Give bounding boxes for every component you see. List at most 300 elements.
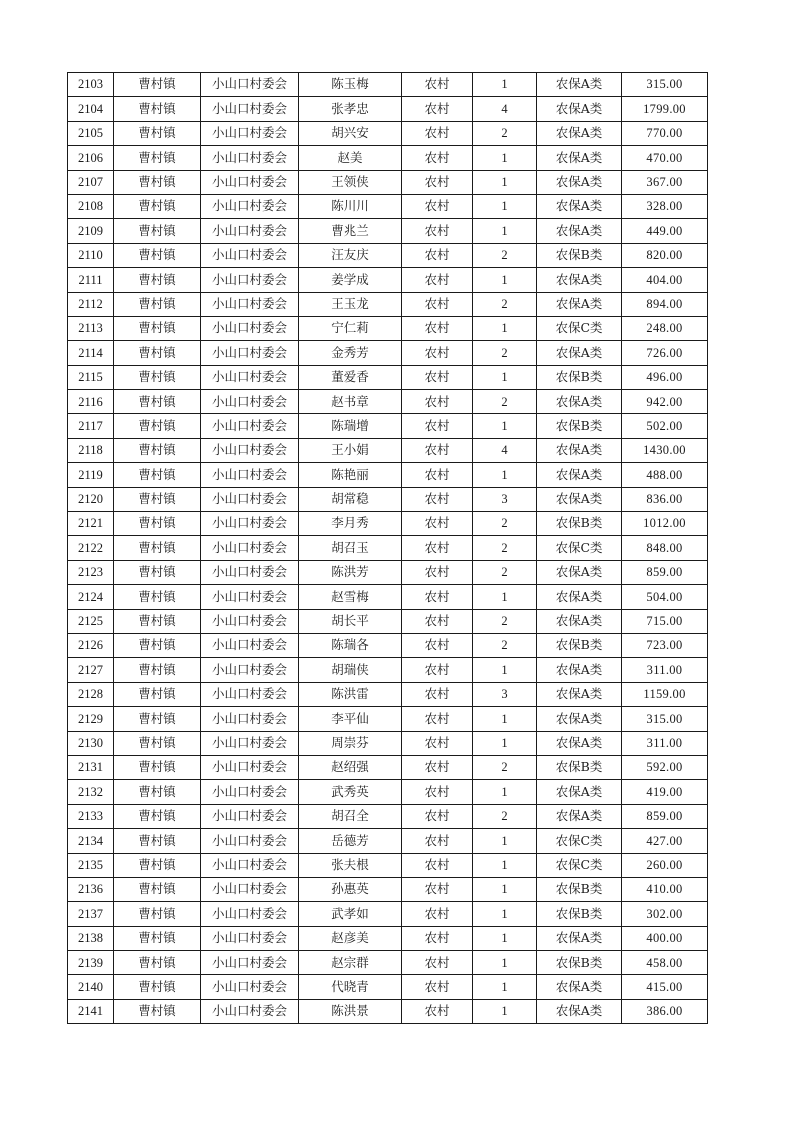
- amount-cell: 488.00: [622, 463, 708, 487]
- town-cell: 曹村镇: [114, 731, 201, 755]
- household-type-cell: 农村: [402, 999, 473, 1023]
- name-cell: 赵绍强: [299, 755, 402, 779]
- name-cell: 赵雪梅: [299, 585, 402, 609]
- member-count-cell: 1: [473, 268, 537, 292]
- table-row: [68, 926, 708, 950]
- village-committee-cell: 小山口村委会: [201, 243, 299, 267]
- household-type-cell: 农村: [402, 243, 473, 267]
- row-number-cell: 2129: [68, 707, 114, 731]
- village-committee-cell: 小山口村委会: [201, 414, 299, 438]
- amount-cell: 592.00: [622, 755, 708, 779]
- member-count-cell: 2: [473, 390, 537, 414]
- member-count-cell: 1: [473, 853, 537, 877]
- insurance-category-cell: 农保A类: [537, 194, 622, 218]
- name-cell: 胡召全: [299, 804, 402, 828]
- town-cell: 曹村镇: [114, 292, 201, 316]
- town-cell: 曹村镇: [114, 170, 201, 194]
- name-cell: 王玉龙: [299, 292, 402, 316]
- member-count-cell: 4: [473, 97, 537, 121]
- row-number-cell: 2128: [68, 682, 114, 706]
- village-committee-cell: 小山口村委会: [201, 658, 299, 682]
- amount-cell: 248.00: [622, 316, 708, 340]
- name-cell: 陈洪雷: [299, 682, 402, 706]
- row-number-cell: 2117: [68, 414, 114, 438]
- town-cell: 曹村镇: [114, 853, 201, 877]
- amount-cell: 302.00: [622, 902, 708, 926]
- name-cell: 汪友庆: [299, 243, 402, 267]
- household-type-cell: 农村: [402, 707, 473, 731]
- village-committee-cell: 小山口村委会: [201, 170, 299, 194]
- village-committee-cell: 小山口村委会: [201, 926, 299, 950]
- household-type-cell: 农村: [402, 194, 473, 218]
- table-row: [68, 97, 708, 121]
- member-count-cell: 1: [473, 877, 537, 901]
- town-cell: 曹村镇: [114, 390, 201, 414]
- town-cell: 曹村镇: [114, 316, 201, 340]
- name-cell: 董爱香: [299, 365, 402, 389]
- village-committee-cell: 小山口村委会: [201, 804, 299, 828]
- household-type-cell: 农村: [402, 146, 473, 170]
- village-committee-cell: 小山口村委会: [201, 194, 299, 218]
- amount-cell: 894.00: [622, 292, 708, 316]
- village-committee-cell: 小山口村委会: [201, 780, 299, 804]
- table-row: [68, 487, 708, 511]
- household-type-cell: 农村: [402, 390, 473, 414]
- member-count-cell: 2: [473, 243, 537, 267]
- household-type-cell: 农村: [402, 804, 473, 828]
- table-row: [68, 633, 708, 657]
- amount-cell: 726.00: [622, 341, 708, 365]
- household-type-cell: 农村: [402, 877, 473, 901]
- row-number-cell: 2136: [68, 877, 114, 901]
- village-committee-cell: 小山口村委会: [201, 560, 299, 584]
- name-cell: 李平仙: [299, 707, 402, 731]
- name-cell: 王领侠: [299, 170, 402, 194]
- member-count-cell: 2: [473, 755, 537, 779]
- insurance-category-cell: 农保A类: [537, 780, 622, 804]
- table-row: [68, 999, 708, 1023]
- household-type-cell: 农村: [402, 731, 473, 755]
- village-committee-cell: 小山口村委会: [201, 292, 299, 316]
- name-cell: 李月秀: [299, 512, 402, 536]
- name-cell: 胡瑞侠: [299, 658, 402, 682]
- name-cell: 周崇芬: [299, 731, 402, 755]
- household-type-cell: 农村: [402, 512, 473, 536]
- village-committee-cell: 小山口村委会: [201, 755, 299, 779]
- table-row: [68, 219, 708, 243]
- amount-cell: 1430.00: [622, 438, 708, 462]
- name-cell: 宁仁莉: [299, 316, 402, 340]
- row-number-cell: 2104: [68, 97, 114, 121]
- village-committee-cell: 小山口村委会: [201, 463, 299, 487]
- data-table: [67, 72, 708, 1024]
- member-count-cell: 4: [473, 438, 537, 462]
- member-count-cell: 2: [473, 292, 537, 316]
- household-type-cell: 农村: [402, 487, 473, 511]
- insurance-category-cell: 农保A类: [537, 658, 622, 682]
- village-committee-cell: 小山口村委会: [201, 73, 299, 97]
- insurance-category-cell: 农保B类: [537, 902, 622, 926]
- table-row: [68, 390, 708, 414]
- insurance-category-cell: 农保A类: [537, 585, 622, 609]
- household-type-cell: 农村: [402, 536, 473, 560]
- village-committee-cell: 小山口村委会: [201, 585, 299, 609]
- village-committee-cell: 小山口村委会: [201, 609, 299, 633]
- amount-cell: 419.00: [622, 780, 708, 804]
- row-number-cell: 2122: [68, 536, 114, 560]
- member-count-cell: 1: [473, 658, 537, 682]
- insurance-category-cell: 农保A类: [537, 707, 622, 731]
- row-number-cell: 2127: [68, 658, 114, 682]
- row-number-cell: 2138: [68, 926, 114, 950]
- insurance-category-cell: 农保A类: [537, 73, 622, 97]
- amount-cell: 311.00: [622, 731, 708, 755]
- amount-cell: 942.00: [622, 390, 708, 414]
- name-cell: 武孝如: [299, 902, 402, 926]
- amount-cell: 1159.00: [622, 682, 708, 706]
- row-number-cell: 2114: [68, 341, 114, 365]
- row-number-cell: 2132: [68, 780, 114, 804]
- town-cell: 曹村镇: [114, 877, 201, 901]
- row-number-cell: 2115: [68, 365, 114, 389]
- village-committee-cell: 小山口村委会: [201, 365, 299, 389]
- insurance-category-cell: 农保A类: [537, 292, 622, 316]
- household-type-cell: 农村: [402, 316, 473, 340]
- town-cell: 曹村镇: [114, 951, 201, 975]
- table-row: [68, 585, 708, 609]
- village-committee-cell: 小山口村委会: [201, 682, 299, 706]
- name-cell: 张孝忠: [299, 97, 402, 121]
- table-row: [68, 341, 708, 365]
- row-number-cell: 2124: [68, 585, 114, 609]
- member-count-cell: 1: [473, 999, 537, 1023]
- name-cell: 曹兆兰: [299, 219, 402, 243]
- town-cell: 曹村镇: [114, 633, 201, 657]
- village-committee-cell: 小山口村委会: [201, 97, 299, 121]
- table-row: [68, 975, 708, 999]
- row-number-cell: 2135: [68, 853, 114, 877]
- amount-cell: 502.00: [622, 414, 708, 438]
- household-type-cell: 农村: [402, 829, 473, 853]
- insurance-category-cell: 农保A类: [537, 487, 622, 511]
- household-type-cell: 农村: [402, 365, 473, 389]
- row-number-cell: 2137: [68, 902, 114, 926]
- insurance-category-cell: 农保C类: [537, 536, 622, 560]
- insurance-category-cell: 农保A类: [537, 926, 622, 950]
- member-count-cell: 3: [473, 487, 537, 511]
- amount-cell: 859.00: [622, 804, 708, 828]
- table-row: [68, 438, 708, 462]
- household-type-cell: 农村: [402, 658, 473, 682]
- village-committee-cell: 小山口村委会: [201, 853, 299, 877]
- member-count-cell: 2: [473, 804, 537, 828]
- household-type-cell: 农村: [402, 853, 473, 877]
- village-committee-cell: 小山口村委会: [201, 902, 299, 926]
- name-cell: 胡兴安: [299, 121, 402, 145]
- household-type-cell: 农村: [402, 780, 473, 804]
- table-row: [68, 682, 708, 706]
- town-cell: 曹村镇: [114, 97, 201, 121]
- amount-cell: 504.00: [622, 585, 708, 609]
- name-cell: 陈艳丽: [299, 463, 402, 487]
- village-committee-cell: 小山口村委会: [201, 487, 299, 511]
- name-cell: 胡常稳: [299, 487, 402, 511]
- row-number-cell: 2105: [68, 121, 114, 145]
- insurance-category-cell: 农保A类: [537, 682, 622, 706]
- town-cell: 曹村镇: [114, 707, 201, 731]
- member-count-cell: 1: [473, 73, 537, 97]
- amount-cell: 415.00: [622, 975, 708, 999]
- amount-cell: 836.00: [622, 487, 708, 511]
- household-type-cell: 农村: [402, 292, 473, 316]
- village-committee-cell: 小山口村委会: [201, 341, 299, 365]
- household-type-cell: 农村: [402, 341, 473, 365]
- member-count-cell: 1: [473, 731, 537, 755]
- name-cell: 孙惠英: [299, 877, 402, 901]
- row-number-cell: 2141: [68, 999, 114, 1023]
- town-cell: 曹村镇: [114, 512, 201, 536]
- member-count-cell: 1: [473, 463, 537, 487]
- row-number-cell: 2103: [68, 73, 114, 97]
- town-cell: 曹村镇: [114, 682, 201, 706]
- amount-cell: 260.00: [622, 853, 708, 877]
- row-number-cell: 2118: [68, 438, 114, 462]
- insurance-category-cell: 农保A类: [537, 975, 622, 999]
- member-count-cell: 1: [473, 365, 537, 389]
- household-type-cell: 农村: [402, 97, 473, 121]
- insurance-category-cell: 农保A类: [537, 463, 622, 487]
- village-committee-cell: 小山口村委会: [201, 438, 299, 462]
- village-committee-cell: 小山口村委会: [201, 999, 299, 1023]
- member-count-cell: 1: [473, 414, 537, 438]
- table-row: [68, 73, 708, 97]
- insurance-category-cell: 农保A类: [537, 731, 622, 755]
- amount-cell: 723.00: [622, 633, 708, 657]
- household-type-cell: 农村: [402, 682, 473, 706]
- household-type-cell: 农村: [402, 73, 473, 97]
- row-number-cell: 2116: [68, 390, 114, 414]
- row-number-cell: 2140: [68, 975, 114, 999]
- name-cell: 赵美: [299, 146, 402, 170]
- name-cell: 陈洪景: [299, 999, 402, 1023]
- town-cell: 曹村镇: [114, 219, 201, 243]
- insurance-category-cell: 农保B类: [537, 633, 622, 657]
- town-cell: 曹村镇: [114, 365, 201, 389]
- row-number-cell: 2125: [68, 609, 114, 633]
- town-cell: 曹村镇: [114, 755, 201, 779]
- member-count-cell: 2: [473, 609, 537, 633]
- name-cell: 姜学成: [299, 268, 402, 292]
- row-number-cell: 2121: [68, 512, 114, 536]
- member-count-cell: 2: [473, 121, 537, 145]
- amount-cell: 315.00: [622, 707, 708, 731]
- town-cell: 曹村镇: [114, 146, 201, 170]
- town-cell: 曹村镇: [114, 975, 201, 999]
- name-cell: 陈川川: [299, 194, 402, 218]
- insurance-category-cell: 农保B类: [537, 877, 622, 901]
- insurance-category-cell: 农保B类: [537, 951, 622, 975]
- town-cell: 曹村镇: [114, 902, 201, 926]
- table-body: [68, 73, 708, 1024]
- insurance-category-cell: 农保C类: [537, 829, 622, 853]
- household-type-cell: 农村: [402, 609, 473, 633]
- member-count-cell: 1: [473, 219, 537, 243]
- town-cell: 曹村镇: [114, 585, 201, 609]
- name-cell: 张夫根: [299, 853, 402, 877]
- amount-cell: 449.00: [622, 219, 708, 243]
- table-row: [68, 853, 708, 877]
- insurance-category-cell: 农保A类: [537, 341, 622, 365]
- amount-cell: 410.00: [622, 877, 708, 901]
- name-cell: 岳德芳: [299, 829, 402, 853]
- member-count-cell: 1: [473, 316, 537, 340]
- town-cell: 曹村镇: [114, 536, 201, 560]
- table-row: [68, 658, 708, 682]
- table-row: [68, 463, 708, 487]
- member-count-cell: 2: [473, 536, 537, 560]
- table-row: [68, 194, 708, 218]
- village-committee-cell: 小山口村委会: [201, 390, 299, 414]
- household-type-cell: 农村: [402, 268, 473, 292]
- row-number-cell: 2109: [68, 219, 114, 243]
- village-committee-cell: 小山口村委会: [201, 633, 299, 657]
- name-cell: 陈玉梅: [299, 73, 402, 97]
- amount-cell: 427.00: [622, 829, 708, 853]
- village-committee-cell: 小山口村委会: [201, 975, 299, 999]
- insurance-category-cell: 农保B类: [537, 755, 622, 779]
- member-count-cell: 1: [473, 902, 537, 926]
- row-number-cell: 2126: [68, 633, 114, 657]
- row-number-cell: 2139: [68, 951, 114, 975]
- member-count-cell: 1: [473, 707, 537, 731]
- table-row: [68, 609, 708, 633]
- member-count-cell: 2: [473, 512, 537, 536]
- village-committee-cell: 小山口村委会: [201, 829, 299, 853]
- household-type-cell: 农村: [402, 560, 473, 584]
- household-type-cell: 农村: [402, 926, 473, 950]
- household-type-cell: 农村: [402, 951, 473, 975]
- amount-cell: 470.00: [622, 146, 708, 170]
- town-cell: 曹村镇: [114, 268, 201, 292]
- member-count-cell: 1: [473, 975, 537, 999]
- amount-cell: 770.00: [622, 121, 708, 145]
- insurance-category-cell: 农保A类: [537, 268, 622, 292]
- table-row: [68, 804, 708, 828]
- town-cell: 曹村镇: [114, 73, 201, 97]
- table-row: [68, 146, 708, 170]
- member-count-cell: 1: [473, 780, 537, 804]
- name-cell: 王小娟: [299, 438, 402, 462]
- row-number-cell: 2113: [68, 316, 114, 340]
- village-committee-cell: 小山口村委会: [201, 877, 299, 901]
- table-row: [68, 536, 708, 560]
- insurance-category-cell: 农保B类: [537, 365, 622, 389]
- name-cell: 胡长平: [299, 609, 402, 633]
- insurance-category-cell: 农保A类: [537, 97, 622, 121]
- row-number-cell: 2123: [68, 560, 114, 584]
- name-cell: 陈瑞增: [299, 414, 402, 438]
- row-number-cell: 2111: [68, 268, 114, 292]
- amount-cell: 1799.00: [622, 97, 708, 121]
- table-row: [68, 707, 708, 731]
- table-row: [68, 121, 708, 145]
- name-cell: 赵彦美: [299, 926, 402, 950]
- town-cell: 曹村镇: [114, 243, 201, 267]
- village-committee-cell: 小山口村委会: [201, 707, 299, 731]
- household-type-cell: 农村: [402, 219, 473, 243]
- amount-cell: 400.00: [622, 926, 708, 950]
- town-cell: 曹村镇: [114, 560, 201, 584]
- table-row: [68, 170, 708, 194]
- village-committee-cell: 小山口村委会: [201, 951, 299, 975]
- member-count-cell: 1: [473, 146, 537, 170]
- household-type-cell: 农村: [402, 585, 473, 609]
- village-committee-cell: 小山口村委会: [201, 146, 299, 170]
- village-committee-cell: 小山口村委会: [201, 512, 299, 536]
- town-cell: 曹村镇: [114, 609, 201, 633]
- member-count-cell: 2: [473, 560, 537, 584]
- insurance-category-cell: 农保B类: [537, 243, 622, 267]
- town-cell: 曹村镇: [114, 121, 201, 145]
- village-committee-cell: 小山口村委会: [201, 121, 299, 145]
- name-cell: 赵书章: [299, 390, 402, 414]
- name-cell: 武秀英: [299, 780, 402, 804]
- insurance-category-cell: 农保B类: [537, 414, 622, 438]
- insurance-category-cell: 农保A类: [537, 390, 622, 414]
- amount-cell: 367.00: [622, 170, 708, 194]
- insurance-category-cell: 农保A类: [537, 121, 622, 145]
- household-type-cell: 农村: [402, 438, 473, 462]
- table-row: [68, 951, 708, 975]
- insurance-category-cell: 农保A类: [537, 999, 622, 1023]
- amount-cell: 386.00: [622, 999, 708, 1023]
- table-row: [68, 414, 708, 438]
- town-cell: 曹村镇: [114, 414, 201, 438]
- name-cell: 陈洪芳: [299, 560, 402, 584]
- member-count-cell: 1: [473, 951, 537, 975]
- name-cell: 陈瑞各: [299, 633, 402, 657]
- town-cell: 曹村镇: [114, 999, 201, 1023]
- household-type-cell: 农村: [402, 463, 473, 487]
- amount-cell: 328.00: [622, 194, 708, 218]
- insurance-category-cell: 农保B类: [537, 512, 622, 536]
- household-type-cell: 农村: [402, 170, 473, 194]
- row-number-cell: 2110: [68, 243, 114, 267]
- village-committee-cell: 小山口村委会: [201, 219, 299, 243]
- town-cell: 曹村镇: [114, 658, 201, 682]
- village-committee-cell: 小山口村委会: [201, 268, 299, 292]
- town-cell: 曹村镇: [114, 463, 201, 487]
- table-row: [68, 365, 708, 389]
- name-cell: 金秀芳: [299, 341, 402, 365]
- table-row: [68, 755, 708, 779]
- member-count-cell: 3: [473, 682, 537, 706]
- town-cell: 曹村镇: [114, 829, 201, 853]
- insurance-category-cell: 农保A类: [537, 804, 622, 828]
- amount-cell: 496.00: [622, 365, 708, 389]
- amount-cell: 404.00: [622, 268, 708, 292]
- amount-cell: 458.00: [622, 951, 708, 975]
- insurance-category-cell: 农保A类: [537, 146, 622, 170]
- insurance-category-cell: 农保A类: [537, 438, 622, 462]
- village-committee-cell: 小山口村委会: [201, 316, 299, 340]
- town-cell: 曹村镇: [114, 487, 201, 511]
- table-row: [68, 243, 708, 267]
- amount-cell: 1012.00: [622, 512, 708, 536]
- household-type-cell: 农村: [402, 633, 473, 657]
- row-number-cell: 2119: [68, 463, 114, 487]
- insurance-category-cell: 农保A类: [537, 170, 622, 194]
